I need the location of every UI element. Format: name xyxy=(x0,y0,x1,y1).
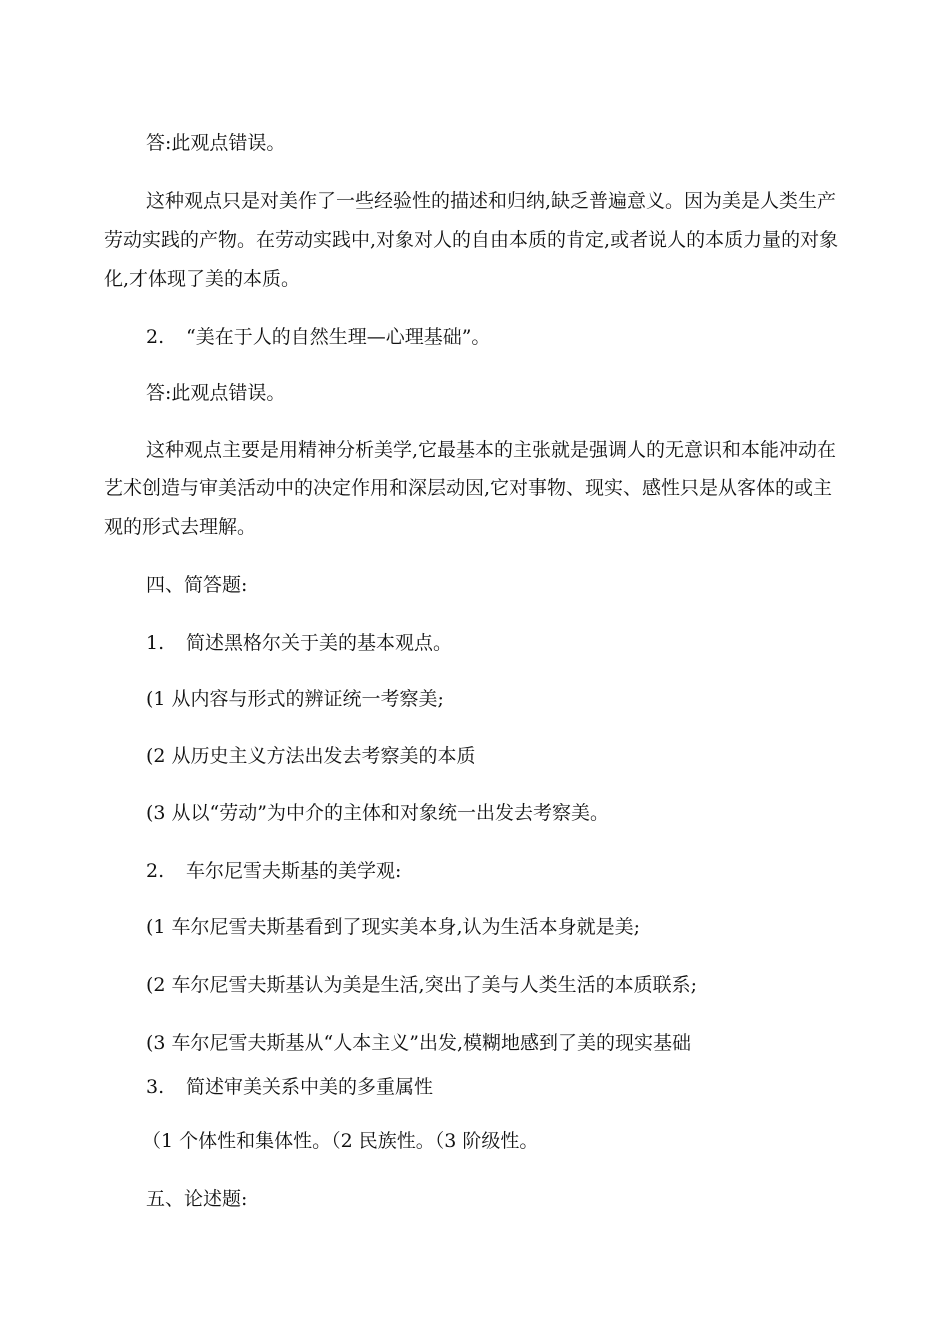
point-line xyxy=(104,966,886,1004)
question-line xyxy=(104,624,886,662)
answer-line xyxy=(104,374,886,412)
question-line xyxy=(104,318,886,356)
point-text: (1 车尔尼雪夫斯基看到了现实美本身,认为生活本身就是美; xyxy=(146,916,640,938)
section-heading xyxy=(104,1180,886,1218)
point-line xyxy=(104,1024,886,1062)
paragraph-text: 艺术创造与审美活动中的决定作用和深层动因,它对事物、现实、感性只是从客体的或主 xyxy=(104,477,833,499)
question-text: 车尔尼雪夫斯基的美学观: xyxy=(186,860,402,882)
point-text: (2 车尔尼雪夫斯基认为美是生活,突出了美与人类生活的本质联系; xyxy=(146,974,697,996)
question-line xyxy=(104,1068,886,1106)
section-heading xyxy=(104,566,886,604)
paragraph-line xyxy=(104,431,886,469)
point-line xyxy=(104,1122,882,1160)
point-line xyxy=(104,794,886,832)
paragraph-text: 劳动实践的产物。在劳动实践中,对象对人的自由本质的肯定,或者说人的本质力量的对象 xyxy=(104,229,839,251)
point-text: (1 从内容与形式的辨证统一考察美; xyxy=(146,688,444,710)
paragraph-text: 这种观点主要是用精神分析美学,它最基本的主张就是强调人的无意识和本能冲动在 xyxy=(146,439,837,461)
paragraph-line xyxy=(104,469,844,507)
paragraph-line xyxy=(104,260,844,298)
section-heading-text: 四、简答题: xyxy=(146,574,248,596)
question-text: 简述黑格尔关于美的基本观点。 xyxy=(186,632,453,654)
question-text: 简述审美关系中美的多重属性 xyxy=(186,1076,434,1098)
point-text: (3 从以“劳动”为中介的主体和对象统一出发去考察美。 xyxy=(146,802,609,824)
answer-line xyxy=(104,124,886,162)
question-number: 2. xyxy=(146,326,165,348)
paragraph-line xyxy=(104,221,844,259)
paragraph-text: 这种观点只是对美作了一些经验性的描述和归纳,缺乏普遍意义。因为美是人类生产 xyxy=(146,190,837,212)
answer-text: 答:此观点错误。 xyxy=(146,382,286,404)
question-number: 3. xyxy=(146,1076,165,1098)
paragraph-text: 化,才体现了美的本质。 xyxy=(104,268,301,290)
point-line xyxy=(104,908,886,946)
section-heading-text: 五、论述题: xyxy=(146,1188,248,1210)
point-text: （1 个体性和集体性。（2 民族性。（3 阶级性。 xyxy=(142,1130,539,1152)
point-text: (3 车尔尼雪夫斯基从“人本主义”出发,模糊地感到了美的现实基础 xyxy=(146,1032,692,1054)
question-number: 2. xyxy=(146,860,165,882)
point-line xyxy=(104,737,886,775)
question-number: 1. xyxy=(146,632,165,654)
paragraph-line xyxy=(104,182,886,220)
question-text: “美在于人的自然生理—心理基础”。 xyxy=(186,326,491,348)
point-text: (2 从历史主义方法出发去考察美的本质 xyxy=(146,745,476,767)
question-line xyxy=(104,852,886,890)
point-line xyxy=(104,680,886,718)
answer-text: 答:此观点错误。 xyxy=(146,132,286,154)
paragraph-line xyxy=(104,508,844,546)
paragraph-text: 观的形式去理解。 xyxy=(104,516,257,538)
